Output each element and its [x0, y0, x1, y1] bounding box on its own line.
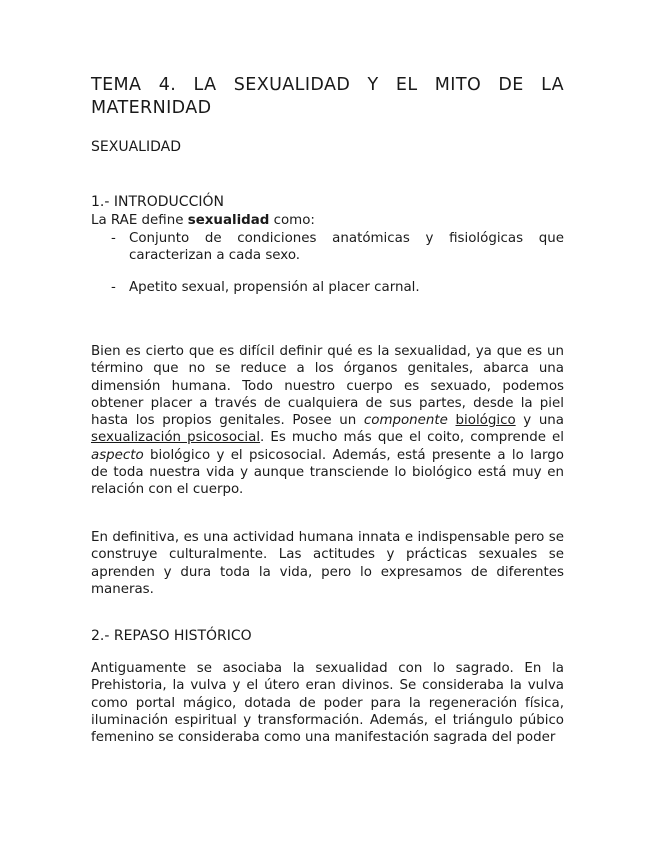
para-text: Bien es cierto que es difícil definir qué es la sexualidad, ya que es un término que no se reduce a los órganos genitales, abarca una dimensión humana. Todo nuestro cuerpo es sexuado, podemos obtener placer a través de cualquiera de sus partes, desde la piel hasta los propios genitales. Posee un [91, 344, 564, 429]
italic-text: aspecto [91, 447, 144, 463]
definition-intro [91, 212, 564, 229]
paragraph-conclusion: En definitiva, es una actividad humana innata e indispensable pero se construye culturalmente. Las actitudes y prácticas sexuales se aprenden y dura toda la vida, pero lo expresamos de diferentes maneras. [91, 530, 564, 597]
definition-list-2 [91, 279, 564, 296]
para-text: . Es mucho más que el coito, comprende el [260, 430, 564, 446]
para-text: y una [515, 413, 565, 429]
underlined-text: sexualización psicosocial [91, 430, 261, 446]
list-item [91, 279, 564, 296]
list-item-text: Conjunto de condiciones anatómicas y fisiológicas que caracterizan a cada sexo. [129, 231, 564, 264]
list-item [91, 230, 564, 265]
intro-heading: 1.- INTRODUCCIÓN [91, 194, 224, 210]
italic-text: componente [363, 413, 448, 429]
definition-list-1 [91, 230, 564, 265]
list-dash: - [111, 231, 116, 246]
section-heading: SEXUALIDAD [91, 139, 181, 155]
definition-intro-after: como: [269, 213, 315, 228]
para-space [448, 413, 456, 428]
definition-term: sexualidad [187, 213, 270, 228]
underlined-text: biológico [455, 413, 516, 429]
paragraph-definition [91, 343, 564, 499]
document-title: TEMA 4. LA SEXUALIDAD Y EL MITO DE LA MATERNIDAD [91, 75, 564, 118]
history-heading: 2.- REPASO HISTÓRICO [91, 628, 252, 644]
definition-intro-before: La RAE define [91, 213, 188, 228]
paragraph-history: Antiguamente se asociaba la sexualidad con lo sagrado. En la Prehistoria, la vulva y el útero eran divinos. Se consideraba la vulva como portal mágico, dotada de poder para la regeneración física, iluminación espiritual y transformación. Además, el triángulo púbico femenino se consideraba como una manifestación sagrada del poder [91, 661, 564, 746]
list-dash: - [111, 280, 116, 295]
list-item-text: Apetito sexual, propensión al placer carnal. [129, 280, 420, 295]
para-text: biológico y el psicosocial. Además, está presente a lo largo de toda nuestra vida y aunque transciende lo biológico está muy en relación con el cuerpo. [91, 447, 564, 498]
